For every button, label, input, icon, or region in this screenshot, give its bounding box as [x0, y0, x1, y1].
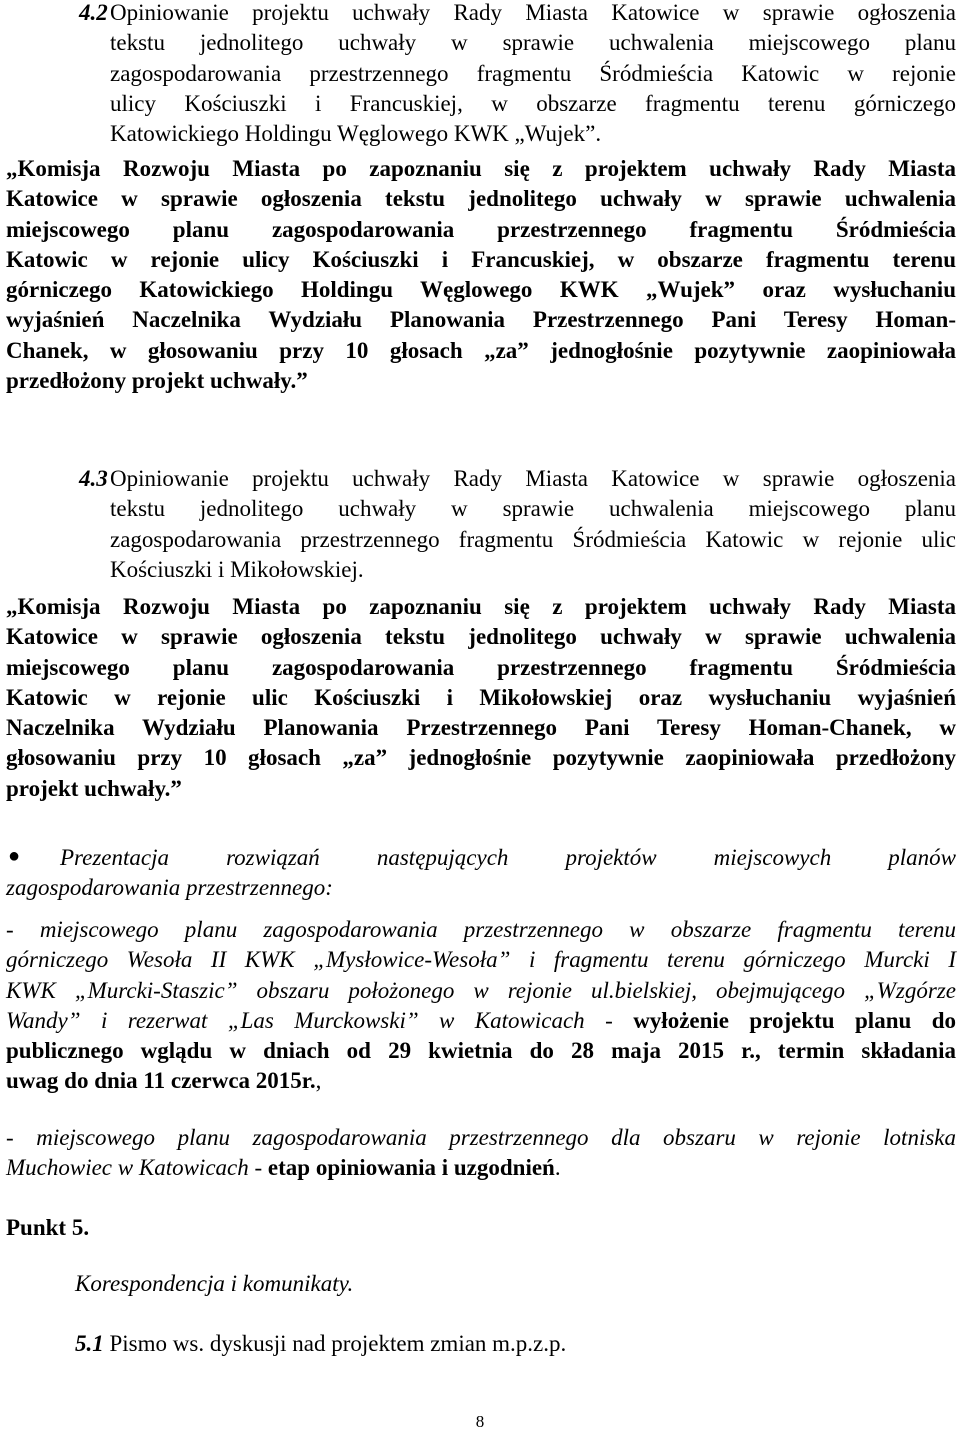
opinion-line: przedłożony projekt uchwały.”	[6, 368, 308, 394]
opinion-line: Naczelnika Wydziału Planowania Przestrzennego Pani Teresy Homan-Chanek, w	[6, 715, 956, 741]
item-4-2-line: tekstu jednolitego uchwały w sprawie uchwalenia miejscowego planu	[110, 30, 956, 56]
item-5-1-number: 5.1	[75, 1331, 104, 1356]
plan-2-status: etap opiniowania i uzgodnień	[267, 1155, 555, 1181]
item-4-2-line: Opiniowanie projektu uchwały Rady Miasta Katowice w sprawie ogłoszenia	[110, 0, 956, 25]
plan-1-name-end: Wandy” i rezerwat „Las Murckowski” w Katowicach	[6, 1007, 585, 1033]
item-4-2-opinion	[6, 154, 956, 396]
item-5-1-text: Pismo ws. dyskusji nad projektem zmian m.p.z.p.	[103, 1331, 567, 1356]
separator: -	[248, 1155, 268, 1181]
opinion-line: miejscowego planu zagospodarowania przestrzennego fragmentu Śródmieścia	[6, 654, 956, 680]
opinion-line: „Komisja Rozwoju Miasta po zapoznaniu się z projektem uchwały Rady Miasta	[6, 156, 956, 181]
presentation-heading-cont	[6, 873, 956, 903]
opinion-line: Katowic w rejonie ulic Kościuszki i Mikołowskiej oraz wysłuchaniu wyjaśnień	[6, 684, 956, 710]
plan-2-name-end: Muchowiec w Katowicach	[6, 1155, 249, 1181]
plan-1-line: górniczego Wesoła II KWK „Mysłowice-Wesoła” i fragmentu terenu górniczego Murcki I	[6, 947, 956, 973]
plan-2-line: - miejscowego planu zagospodarowania przestrzennego dla obszaru w rejonie lotniska	[6, 1125, 956, 1150]
plan-1-line	[6, 1066, 956, 1096]
separator: -	[584, 1007, 634, 1033]
item-4-2-line: zagospodarowania przestrzennego fragmentu Śródmieścia Katowic w rejonie	[110, 60, 956, 86]
item-4-2-number: 4.2	[79, 0, 108, 25]
item-4-2-title	[110, 0, 956, 149]
item-5-1	[75, 1329, 956, 1359]
opinion-line: Katowic w rejonie ulicy Kościuszki i Francuskiej, w obszarze fragmentu terenu	[6, 246, 956, 272]
opinion-line: górniczego Katowickiego Holdingu Węglowego KWK „Wujek” oraz wysłuchaniu	[6, 277, 956, 303]
punctuation: ,	[315, 1068, 322, 1094]
plan-1-line: - miejscowego planu zagospodarowania przestrzennego w obszarze fragmentu terenu	[6, 917, 956, 942]
plan-1-line: KWK „Murcki-Staszic” obszaru położonego w rejonie ul.bielskiej, obejmującego „Wzgórze	[6, 977, 956, 1003]
punkt-5-heading: Punkt 5.	[6, 1215, 90, 1240]
plan-1-status: wyłożenie projektu planu do	[633, 1007, 956, 1033]
bullet-icon: ●	[8, 845, 21, 867]
opinion-line: projekt uchwały.”	[6, 775, 182, 801]
item-4-3-title	[110, 464, 956, 585]
plan-2-line	[6, 1153, 956, 1183]
plan-1-line	[6, 1006, 956, 1036]
opinion-line: Katowice w sprawie ogłoszenia tekstu jednolitego uchwały w sprawie uchwalenia	[6, 624, 956, 650]
item-4-3-number: 4.3	[79, 466, 108, 491]
opinion-line: „Komisja Rozwoju Miasta po zapoznaniu się z projektem uchwały Rady Miasta	[6, 594, 956, 619]
opinion-line: wyjaśnień Naczelnika Wydziału Planowania Przestrzennego Pani Teresy Homan-	[6, 307, 956, 333]
page-number: 8	[475, 1412, 485, 1431]
plan-1	[6, 915, 956, 1097]
opinion-line: miejscowego planu zagospodarowania przestrzennego fragmentu Śródmieścia	[6, 216, 956, 242]
item-4-3-line: Kościuszki i Mikołowskiej.	[110, 556, 364, 582]
punkt-5-subtitle: Korespondencja i komunikaty.	[75, 1271, 354, 1296]
opinion-line: Katowice w sprawie ogłoszenia tekstu jednolitego uchwały w sprawie uchwalenia	[6, 186, 956, 212]
plan-2	[6, 1123, 956, 1184]
item-4-3-line: zagospodarowania przestrzennego fragmentu Śródmieścia Katowic w rejonie ulic	[110, 526, 956, 552]
opinion-line: głosowaniu przy 10 głosach „za” jednogłośnie pozytywnie zaopiniowała przedłożony	[6, 745, 956, 771]
presentation-heading	[60, 843, 956, 873]
item-4-2-line: ulicy Kościuszki i Francuskiej, w obszarze fragmentu terenu górniczego	[110, 90, 956, 116]
plan-1-line: publicznego wglądu w dniach od 29 kwietnia do 28 maja 2015 r., termin składania	[6, 1038, 956, 1064]
punctuation: .	[554, 1155, 561, 1181]
item-4-3-line: Opiniowanie projektu uchwały Rady Miasta Katowice w sprawie ogłoszenia	[110, 466, 956, 491]
item-4-3-line: tekstu jednolitego uchwały w sprawie uchwalenia miejscowego planu	[110, 496, 956, 522]
item-4-3-opinion	[6, 592, 956, 804]
presentation-heading-line: Prezentacja rozwiązań następujących projektów miejscowych planów	[60, 845, 956, 870]
item-4-2-line: Katowickiego Holdingu Węglowego KWK „Wujek”.	[110, 121, 602, 147]
opinion-line: Chanek, w głosowaniu przy 10 głosach „za” jednogłośnie pozytywnie zaopiniowała	[6, 337, 956, 363]
plan-1-deadline: uwag do dnia 11 czerwca 2015r.	[6, 1068, 316, 1094]
presentation-heading-line: zagospodarowania przestrzennego:	[6, 875, 333, 900]
